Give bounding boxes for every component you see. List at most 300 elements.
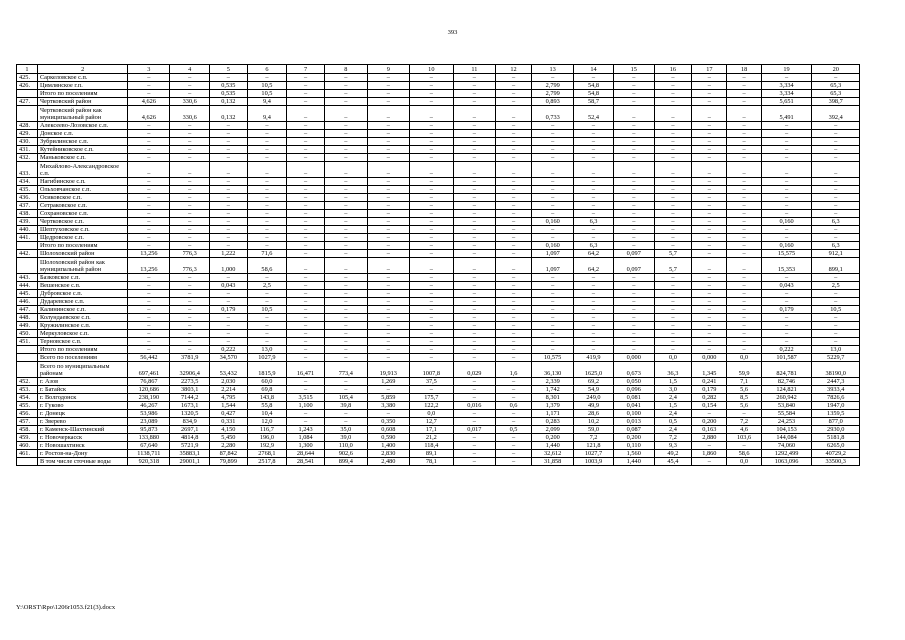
value-cell: 0,110 bbox=[613, 442, 654, 450]
value-cell: 45,4 bbox=[654, 458, 692, 466]
value-cell: – bbox=[128, 242, 170, 250]
header-cell: 1 bbox=[17, 65, 38, 74]
value-cell: – bbox=[453, 354, 495, 362]
value-cell: 7,2 bbox=[727, 418, 761, 426]
value-cell: 120,686 bbox=[128, 386, 170, 394]
value-cell: – bbox=[453, 434, 495, 442]
value-cell: – bbox=[692, 314, 727, 322]
table-row bbox=[17, 194, 860, 202]
value-cell: 7826,6 bbox=[812, 394, 860, 402]
value-cell: – bbox=[128, 314, 170, 322]
value-cell: – bbox=[210, 178, 248, 186]
value-cell: 2,099 bbox=[532, 426, 574, 434]
value-cell: – bbox=[495, 106, 531, 122]
value-cell: – bbox=[170, 130, 210, 138]
value-cell: – bbox=[210, 122, 248, 130]
value-cell: – bbox=[367, 82, 409, 90]
value-cell: – bbox=[812, 186, 860, 194]
value-cell: – bbox=[367, 338, 409, 346]
value-cell: – bbox=[367, 274, 409, 282]
value-cell: 15,353 bbox=[761, 258, 812, 274]
value-cell: 10,5 bbox=[812, 306, 860, 314]
value-cell: – bbox=[287, 122, 325, 130]
value-cell: 4,626 bbox=[128, 106, 170, 122]
value-cell: – bbox=[409, 210, 453, 218]
header-cell: 13 bbox=[532, 65, 574, 74]
table-row bbox=[17, 130, 860, 138]
value-cell: – bbox=[613, 186, 654, 194]
value-cell: – bbox=[247, 298, 287, 306]
value-cell: – bbox=[761, 146, 812, 154]
value-cell: – bbox=[324, 346, 367, 354]
value-cell: 13,0 bbox=[247, 346, 287, 354]
value-cell: – bbox=[247, 274, 287, 282]
value-cell: – bbox=[247, 194, 287, 202]
value-cell: – bbox=[409, 154, 453, 162]
value-cell: – bbox=[495, 394, 531, 402]
row-number: 439. bbox=[17, 218, 38, 226]
value-cell: – bbox=[287, 346, 325, 354]
value-cell: 1,544 bbox=[210, 402, 248, 410]
value-cell: – bbox=[453, 186, 495, 194]
value-cell: – bbox=[210, 74, 248, 82]
value-cell: – bbox=[324, 258, 367, 274]
value-cell: – bbox=[453, 378, 495, 386]
value-cell: 4,795 bbox=[210, 394, 248, 402]
value-cell: – bbox=[761, 194, 812, 202]
table-row bbox=[17, 74, 860, 82]
value-cell: – bbox=[613, 146, 654, 154]
value-cell: – bbox=[453, 250, 495, 258]
value-cell: – bbox=[409, 330, 453, 338]
value-cell: – bbox=[324, 162, 367, 178]
value-cell: – bbox=[324, 154, 367, 162]
value-cell: 2,880 bbox=[692, 434, 727, 442]
value-cell: – bbox=[812, 162, 860, 178]
row-name: г. Гуково bbox=[37, 402, 127, 410]
value-cell: – bbox=[324, 202, 367, 210]
row-number: 451. bbox=[17, 338, 38, 346]
value-cell: – bbox=[761, 290, 812, 298]
value-cell: – bbox=[170, 210, 210, 218]
value-cell: – bbox=[532, 306, 574, 314]
value-cell: – bbox=[170, 314, 210, 322]
value-cell: – bbox=[210, 274, 248, 282]
value-cell: 28,6 bbox=[574, 410, 614, 418]
table-row bbox=[17, 178, 860, 186]
value-cell: – bbox=[495, 458, 531, 466]
row-number: 441. bbox=[17, 234, 38, 242]
value-cell: – bbox=[654, 162, 692, 178]
value-cell: – bbox=[692, 250, 727, 258]
value-cell: – bbox=[692, 138, 727, 146]
row-number bbox=[17, 106, 38, 122]
value-cell: 0,160 bbox=[532, 242, 574, 250]
value-cell: – bbox=[247, 122, 287, 130]
header-cell: 16 bbox=[654, 65, 692, 74]
value-cell: 2697,1 bbox=[170, 426, 210, 434]
value-cell: – bbox=[287, 250, 325, 258]
table-row bbox=[17, 82, 860, 90]
value-cell: – bbox=[613, 138, 654, 146]
header-cell: 14 bbox=[574, 65, 614, 74]
value-cell: 12,0 bbox=[247, 418, 287, 426]
value-cell: – bbox=[367, 290, 409, 298]
value-cell: – bbox=[654, 178, 692, 186]
row-number: 458. bbox=[17, 426, 38, 434]
value-cell: – bbox=[453, 322, 495, 330]
value-cell: – bbox=[532, 338, 574, 346]
table-row bbox=[17, 250, 860, 258]
value-cell: – bbox=[495, 322, 531, 330]
value-cell: 1,440 bbox=[532, 442, 574, 450]
value-cell: 2,339 bbox=[532, 378, 574, 386]
value-cell: – bbox=[128, 274, 170, 282]
value-cell: – bbox=[692, 218, 727, 226]
value-cell: – bbox=[727, 442, 761, 450]
row-name: Чертковское с.п. bbox=[37, 218, 127, 226]
value-cell: – bbox=[654, 226, 692, 234]
value-cell: – bbox=[727, 154, 761, 162]
header-cell: 18 bbox=[727, 65, 761, 74]
value-cell: – bbox=[287, 194, 325, 202]
table-row bbox=[17, 410, 860, 418]
value-cell: – bbox=[761, 210, 812, 218]
value-cell: – bbox=[692, 210, 727, 218]
value-cell: 1007,8 bbox=[409, 362, 453, 378]
value-cell: – bbox=[495, 146, 531, 154]
value-cell: – bbox=[324, 282, 367, 290]
value-cell: – bbox=[654, 218, 692, 226]
value-cell: – bbox=[574, 290, 614, 298]
header-cell: 11 bbox=[453, 65, 495, 74]
value-cell: 1027,7 bbox=[574, 450, 614, 458]
value-cell: – bbox=[453, 130, 495, 138]
table-row bbox=[17, 354, 860, 362]
row-name: г. Ростов-на-Дону bbox=[37, 450, 127, 458]
value-cell: – bbox=[574, 130, 614, 138]
value-cell: – bbox=[574, 314, 614, 322]
value-cell: – bbox=[409, 106, 453, 122]
value-cell: – bbox=[409, 258, 453, 274]
header-cell: 4 bbox=[170, 65, 210, 74]
value-cell: 2,799 bbox=[532, 82, 574, 90]
value-cell: – bbox=[692, 258, 727, 274]
value-cell: 35883,1 bbox=[170, 450, 210, 458]
value-cell: – bbox=[495, 154, 531, 162]
row-name: Терновское с.п. bbox=[37, 338, 127, 346]
value-cell: – bbox=[495, 290, 531, 298]
value-cell: – bbox=[287, 154, 325, 162]
value-cell: – bbox=[613, 234, 654, 242]
value-cell: – bbox=[170, 346, 210, 354]
value-cell: – bbox=[613, 226, 654, 234]
value-cell: – bbox=[692, 306, 727, 314]
value-cell: 32906,4 bbox=[170, 362, 210, 378]
value-cell: 0,017 bbox=[453, 426, 495, 434]
value-cell: 877,0 bbox=[812, 418, 860, 426]
value-cell: 0,016 bbox=[453, 402, 495, 410]
table-row bbox=[17, 426, 860, 434]
value-cell: – bbox=[324, 122, 367, 130]
table-row bbox=[17, 234, 860, 242]
value-cell: – bbox=[692, 330, 727, 338]
value-cell: 49,9 bbox=[574, 402, 614, 410]
value-cell: – bbox=[495, 298, 531, 306]
value-cell: – bbox=[495, 442, 531, 450]
value-cell: – bbox=[367, 322, 409, 330]
row-name: Итого по поселениям bbox=[37, 346, 127, 354]
value-cell: – bbox=[287, 354, 325, 362]
value-cell: 0,000 bbox=[613, 354, 654, 362]
value-cell: – bbox=[727, 106, 761, 122]
header-cell: 19 bbox=[761, 65, 812, 74]
value-cell: – bbox=[210, 194, 248, 202]
value-cell: – bbox=[727, 194, 761, 202]
value-cell: – bbox=[324, 138, 367, 146]
header-cell: 7 bbox=[287, 65, 325, 74]
value-cell: – bbox=[409, 98, 453, 106]
value-cell: – bbox=[287, 186, 325, 194]
value-cell: 124,821 bbox=[761, 386, 812, 394]
value-cell: – bbox=[613, 330, 654, 338]
value-cell: – bbox=[761, 74, 812, 82]
value-cell: – bbox=[170, 274, 210, 282]
value-cell: – bbox=[761, 202, 812, 210]
value-cell: 55,8 bbox=[247, 402, 287, 410]
table-row bbox=[17, 138, 860, 146]
value-cell: 2,4 bbox=[654, 410, 692, 418]
value-cell: – bbox=[812, 330, 860, 338]
value-cell: – bbox=[761, 178, 812, 186]
table-row bbox=[17, 186, 860, 194]
value-cell: 0,331 bbox=[210, 418, 248, 426]
value-cell: – bbox=[692, 130, 727, 138]
value-cell: – bbox=[727, 82, 761, 90]
value-cell: – bbox=[613, 98, 654, 106]
value-cell: – bbox=[128, 330, 170, 338]
value-cell: 0,097 bbox=[613, 258, 654, 274]
value-cell: 0,0 bbox=[409, 410, 453, 418]
value-cell: – bbox=[654, 82, 692, 90]
value-cell: 6265,0 bbox=[812, 442, 860, 450]
value-cell: – bbox=[128, 186, 170, 194]
table-row bbox=[17, 218, 860, 226]
value-cell: 118,4 bbox=[409, 442, 453, 450]
value-cell: – bbox=[170, 138, 210, 146]
value-cell: 1,560 bbox=[613, 450, 654, 458]
value-cell: – bbox=[495, 122, 531, 130]
row-number: 455. bbox=[17, 402, 38, 410]
value-cell: 144,084 bbox=[761, 434, 812, 442]
value-cell: – bbox=[324, 306, 367, 314]
value-cell: 3,515 bbox=[287, 394, 325, 402]
value-cell: – bbox=[170, 218, 210, 226]
value-cell: 10,5 bbox=[247, 306, 287, 314]
value-cell: – bbox=[613, 74, 654, 82]
row-number: 434. bbox=[17, 178, 38, 186]
value-cell: – bbox=[210, 210, 248, 218]
value-cell: – bbox=[727, 202, 761, 210]
value-cell: 0,160 bbox=[532, 218, 574, 226]
value-cell: – bbox=[409, 250, 453, 258]
value-cell: – bbox=[170, 242, 210, 250]
value-cell: – bbox=[170, 122, 210, 130]
header-cell: 9 bbox=[367, 65, 409, 74]
value-cell: – bbox=[532, 290, 574, 298]
value-cell: – bbox=[453, 154, 495, 162]
value-cell: – bbox=[324, 106, 367, 122]
value-cell: – bbox=[654, 106, 692, 122]
value-cell: – bbox=[210, 330, 248, 338]
value-cell: 2,799 bbox=[532, 90, 574, 98]
value-cell: – bbox=[453, 442, 495, 450]
value-cell: – bbox=[128, 202, 170, 210]
value-cell: – bbox=[409, 242, 453, 250]
table-row bbox=[17, 274, 860, 282]
row-number: 449. bbox=[17, 322, 38, 330]
value-cell: 3,334 bbox=[761, 82, 812, 90]
value-cell: 59,0 bbox=[574, 426, 614, 434]
value-cell: – bbox=[210, 162, 248, 178]
value-cell: 0,132 bbox=[210, 98, 248, 106]
value-cell: 5,450 bbox=[210, 434, 248, 442]
value-cell: – bbox=[574, 274, 614, 282]
value-cell: – bbox=[324, 338, 367, 346]
value-cell: – bbox=[613, 282, 654, 290]
value-cell: – bbox=[532, 194, 574, 202]
row-name: Зубрилинское с.п. bbox=[37, 138, 127, 146]
value-cell: – bbox=[324, 210, 367, 218]
table-row bbox=[17, 210, 860, 218]
value-cell: – bbox=[574, 146, 614, 154]
table-row bbox=[17, 122, 860, 130]
value-cell: – bbox=[613, 106, 654, 122]
value-cell: – bbox=[409, 226, 453, 234]
value-cell: 0,673 bbox=[613, 362, 654, 378]
value-cell: – bbox=[532, 146, 574, 154]
value-cell: 13,256 bbox=[128, 258, 170, 274]
row-name: г. Новочеркасск bbox=[37, 434, 127, 442]
value-cell: 105,4 bbox=[324, 394, 367, 402]
value-cell: – bbox=[409, 298, 453, 306]
table-row bbox=[17, 282, 860, 290]
value-cell: – bbox=[367, 98, 409, 106]
row-number: 436. bbox=[17, 194, 38, 202]
value-cell: 12,7 bbox=[409, 418, 453, 426]
value-cell: – bbox=[247, 138, 287, 146]
value-cell: – bbox=[654, 130, 692, 138]
value-cell: – bbox=[128, 290, 170, 298]
value-cell: – bbox=[654, 234, 692, 242]
value-cell: – bbox=[128, 306, 170, 314]
value-cell: – bbox=[409, 186, 453, 194]
value-cell: – bbox=[453, 458, 495, 466]
value-cell: 0,043 bbox=[210, 282, 248, 290]
value-cell: – bbox=[654, 146, 692, 154]
table-row bbox=[17, 298, 860, 306]
value-cell: – bbox=[654, 298, 692, 306]
value-cell: – bbox=[692, 90, 727, 98]
value-cell: – bbox=[287, 178, 325, 186]
value-cell: 17,1 bbox=[409, 426, 453, 434]
row-name: Шолоховский район как муниципальный район bbox=[37, 258, 127, 274]
value-cell: – bbox=[170, 306, 210, 314]
value-cell: 1,084 bbox=[287, 434, 325, 442]
value-cell: 1,440 bbox=[613, 458, 654, 466]
value-cell: – bbox=[170, 162, 210, 178]
table-row bbox=[17, 98, 860, 106]
value-cell: – bbox=[532, 154, 574, 162]
value-cell: – bbox=[812, 122, 860, 130]
value-cell: – bbox=[247, 234, 287, 242]
value-cell: 55,584 bbox=[761, 410, 812, 418]
value-cell: – bbox=[367, 202, 409, 210]
value-cell: – bbox=[367, 386, 409, 394]
value-cell: – bbox=[170, 234, 210, 242]
table-row bbox=[17, 226, 860, 234]
value-cell: – bbox=[727, 122, 761, 130]
value-cell: – bbox=[367, 314, 409, 322]
value-cell: 0,733 bbox=[532, 106, 574, 122]
value-cell: – bbox=[692, 154, 727, 162]
value-cell: – bbox=[574, 154, 614, 162]
value-cell: – bbox=[453, 274, 495, 282]
value-cell: – bbox=[727, 210, 761, 218]
value-cell: – bbox=[170, 146, 210, 154]
value-cell: – bbox=[128, 282, 170, 290]
value-cell: 9,3 bbox=[654, 442, 692, 450]
value-cell: – bbox=[170, 330, 210, 338]
value-cell: 899,1 bbox=[812, 258, 860, 274]
value-cell: – bbox=[409, 90, 453, 98]
value-cell: 1,243 bbox=[287, 426, 325, 434]
value-cell: – bbox=[495, 314, 531, 322]
value-cell: – bbox=[574, 202, 614, 210]
value-cell: 65,3 bbox=[812, 82, 860, 90]
value-cell: 5,6 bbox=[727, 386, 761, 394]
value-cell: – bbox=[367, 162, 409, 178]
row-number: 438. bbox=[17, 210, 38, 218]
value-cell: – bbox=[367, 122, 409, 130]
value-cell: – bbox=[287, 290, 325, 298]
value-cell: – bbox=[409, 314, 453, 322]
table-row bbox=[17, 290, 860, 298]
value-cell: 49,2 bbox=[654, 450, 692, 458]
value-cell: – bbox=[613, 194, 654, 202]
value-cell: 1,100 bbox=[287, 402, 325, 410]
value-cell: 5,6 bbox=[727, 402, 761, 410]
value-cell: – bbox=[247, 130, 287, 138]
value-cell: – bbox=[324, 330, 367, 338]
value-cell: 2,4 bbox=[654, 426, 692, 434]
value-cell: – bbox=[287, 242, 325, 250]
value-cell: – bbox=[287, 330, 325, 338]
value-cell: – bbox=[409, 202, 453, 210]
header-cell: 15 bbox=[613, 65, 654, 74]
value-cell: – bbox=[453, 338, 495, 346]
value-cell: – bbox=[367, 330, 409, 338]
value-cell: 1,345 bbox=[692, 362, 727, 378]
value-cell: – bbox=[453, 394, 495, 402]
value-cell: 58,6 bbox=[727, 450, 761, 458]
value-cell: – bbox=[324, 386, 367, 394]
value-cell: – bbox=[170, 186, 210, 194]
value-cell: – bbox=[613, 298, 654, 306]
row-number: 453. bbox=[17, 386, 38, 394]
value-cell: – bbox=[613, 162, 654, 178]
row-number bbox=[17, 90, 38, 98]
